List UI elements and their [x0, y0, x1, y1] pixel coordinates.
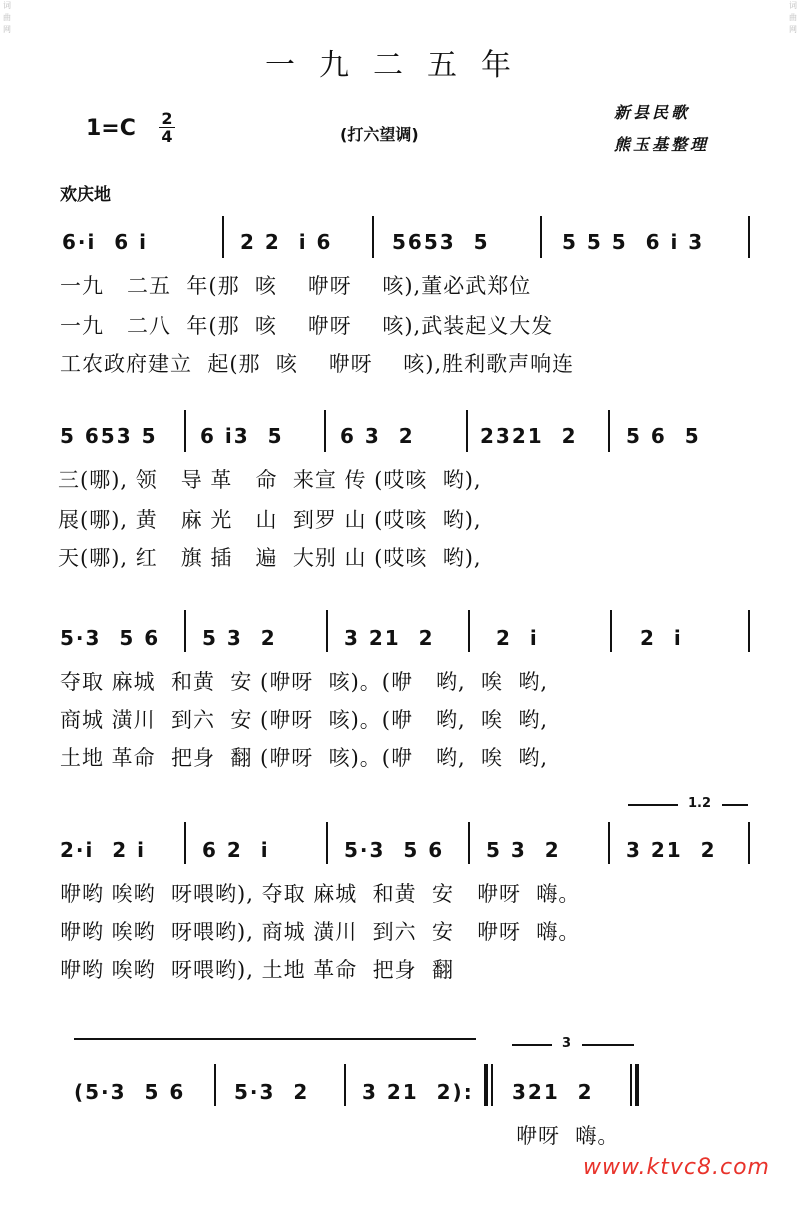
lyric-line: 咿哟 唉哟 呀喂哟), 土地 革命 把身 翻 [60, 958, 454, 982]
notes-measure: 5 5 5 6 i 3 [562, 230, 705, 254]
notes-measure: 5·3 5 6 [344, 838, 445, 862]
notes-measure: (5·3 5 6 [74, 1080, 186, 1104]
lyric-line: 展(哪), 黄 麻 光 山 到罗 山 (哎咳 哟), [58, 508, 482, 532]
notes-measure: 2321 2 [480, 424, 578, 448]
lyric-line: 天(哪), 红 旗 插 遍 大别 山 (哎咳 哟), [58, 546, 482, 570]
notes-measure: 6 2 i [202, 838, 270, 862]
lyric-line: 商城 潢川 到六 安 (咿呀 咳)。(咿 哟, 唉 哟, [60, 708, 549, 732]
credit-source: 新县民歌 [614, 103, 691, 122]
credit-arranger: 熊玉基整理 [614, 135, 710, 154]
key-signature: 1=C [86, 116, 136, 141]
lyric-line: 夺取 麻城 和黄 安 (咿呀 咳)。(咿 哟, 唉 哟, [60, 670, 549, 694]
notes-measure: 5 653 5 [60, 424, 158, 448]
site-watermark: www.ktvc8.com [582, 1155, 770, 1180]
tempo-marking: 欢庆地 [60, 185, 111, 205]
notes-measure: 2 i [640, 626, 683, 650]
notes-measure: 5·3 2 [234, 1080, 310, 1104]
notes-measure: 2·i 2 i [60, 838, 147, 862]
volta-label: 1.2 [688, 796, 712, 811]
notes-measure: 5 3 2 [202, 626, 277, 650]
notes-measure: 6 i3 5 [200, 424, 284, 448]
side-watermark-left: 词 曲 网 [3, 1, 11, 34]
side-watermark-right: 词 曲 网 [789, 1, 797, 34]
song-title: 一九二五年 [265, 48, 535, 83]
lyric-line: 土地 革命 把身 翻 (咿呀 咳)。(咿 哟, 唉 哟, [60, 746, 549, 770]
notes-measure: 3 21 2): [362, 1080, 474, 1104]
notes-measure: 5 6 5 [626, 424, 701, 448]
notes-measure: 5·3 5 6 [60, 626, 161, 650]
notes-measure: 5653 5 [392, 230, 490, 254]
notes-measure: 2 i [496, 626, 539, 650]
lyric-line: 一九 二八 年(那 咳 咿呀 咳),武装起义大发 [60, 314, 554, 338]
lyric-line: 咿呀 嗨。 [516, 1124, 620, 1148]
notes-measure: 3 21 2 [344, 626, 435, 650]
tune-name: (打六望调) [340, 125, 419, 144]
volta-label: 3 [562, 1036, 572, 1051]
notes-measure: 2 2 i 6 [240, 230, 333, 254]
notes-measure: 6 3 2 [340, 424, 415, 448]
lyric-line: 咿哟 唉哟 呀喂哟), 夺取 麻城 和黄 安 咿呀 嗨。 [60, 882, 581, 906]
lyric-line: 咿哟 唉哟 呀喂哟), 商城 潢川 到六 安 咿呀 嗨。 [60, 920, 581, 944]
notes-measure: 5 3 2 [486, 838, 561, 862]
notes-measure: 3 21 2 [626, 838, 717, 862]
meter-top: 2 [161, 109, 173, 128]
notes-measure: 321 2 [512, 1080, 594, 1104]
lyric-line: 三(哪), 领 导 革 命 来宣 传 (哎咳 哟), [58, 468, 482, 492]
lyric-line: 一九 二五 年(那 咳 咿呀 咳),董必武郑位 [60, 274, 532, 298]
notes-measure: 6·i 6 i [62, 230, 149, 254]
meter-bottom: 4 [161, 127, 173, 146]
lyric-line: 工农政府建立 起(那 咳 咿呀 咳),胜利歌声响连 [60, 352, 575, 376]
